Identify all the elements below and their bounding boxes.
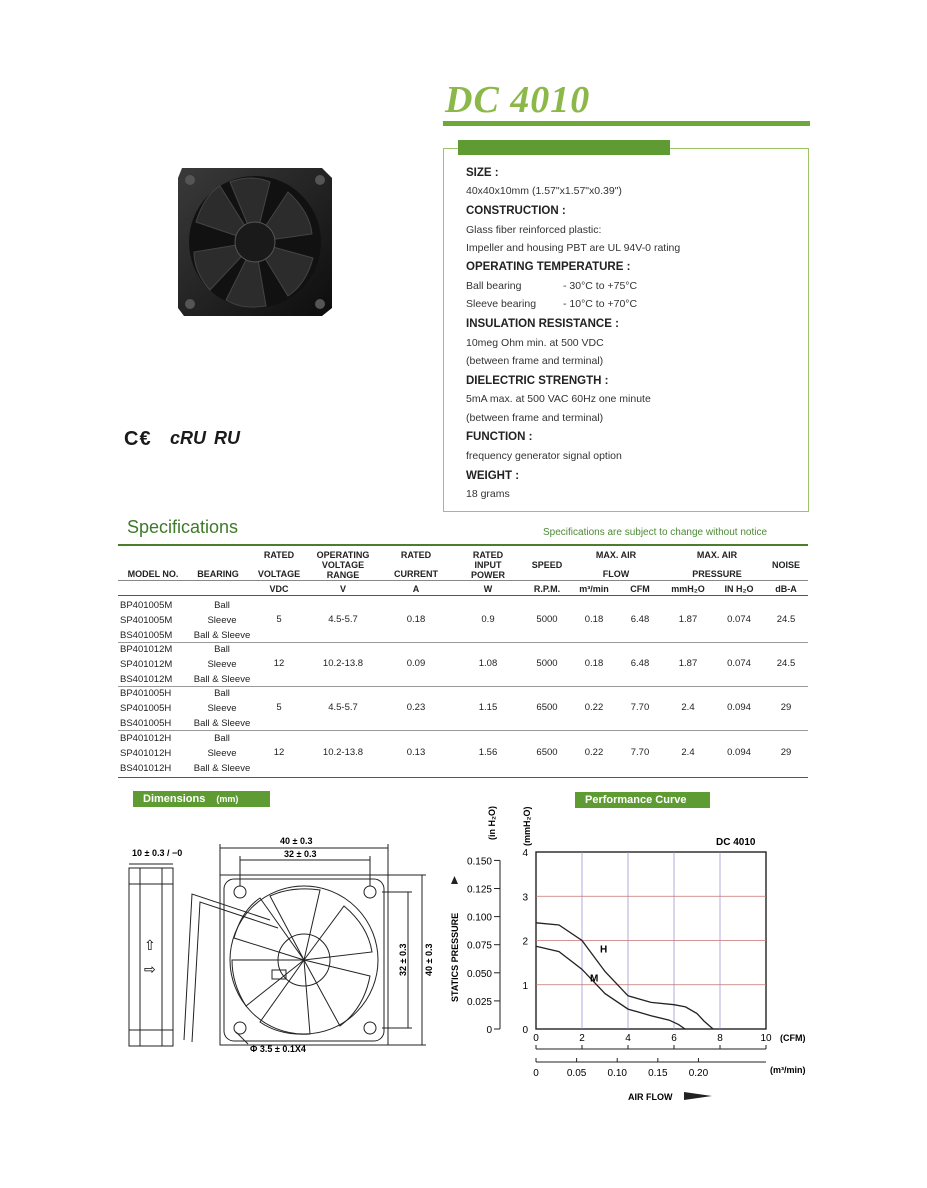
dimensions-label bbox=[133, 791, 270, 807]
unit-m3min: m³/min bbox=[579, 584, 609, 594]
y-tick-label-in: 0.025 bbox=[466, 996, 492, 1008]
spec-value: 5000 bbox=[536, 658, 558, 669]
spec-value: 29 bbox=[780, 702, 792, 713]
spec-value: 2.4 bbox=[681, 702, 695, 713]
spec-value: 1.08 bbox=[478, 658, 498, 669]
th-pressure-1: MAX. AIR bbox=[696, 550, 738, 560]
x-tick-label: 6 bbox=[671, 1033, 677, 1044]
cul-mark-icon: cRU bbox=[170, 428, 207, 448]
th-op-voltage-3: RANGE bbox=[326, 570, 360, 580]
y-unit-mm: (mmH₂O) bbox=[522, 806, 532, 846]
th-rated-power-1: RATED bbox=[472, 550, 504, 560]
fan-image bbox=[170, 160, 340, 320]
model-number: BP401005H bbox=[120, 688, 172, 699]
spec-value: 7.70 bbox=[630, 702, 650, 713]
spec-value: 7.70 bbox=[630, 747, 650, 758]
model-number: SP401005H bbox=[120, 702, 172, 714]
bearing-type: Ball & Sleeve bbox=[193, 673, 251, 685]
table-units-divider bbox=[118, 595, 808, 596]
model-number: SP401005M bbox=[120, 614, 173, 626]
spec-value: 24.5 bbox=[776, 658, 796, 669]
unit-cfm: CFM bbox=[630, 584, 650, 594]
temp-sleeve-label: Sleeve bearing bbox=[466, 298, 537, 310]
series-label-m: M bbox=[590, 973, 599, 985]
unit-w: W bbox=[483, 584, 493, 594]
spec-value: 0.18 bbox=[584, 658, 604, 669]
bearing-type: Sleeve bbox=[207, 747, 237, 759]
x-axis-label: AIR FLOW bbox=[628, 1092, 673, 1102]
spec-value: 1.15 bbox=[478, 702, 498, 713]
spec-value: 29 bbox=[780, 747, 792, 758]
y-tick-label-in: 0.100 bbox=[466, 912, 492, 924]
performance-curve-chart bbox=[440, 800, 840, 1110]
th-rated-power-2: INPUT bbox=[474, 560, 502, 570]
unit-dba: dB-A bbox=[775, 584, 797, 594]
spec-value: 5 bbox=[276, 702, 282, 713]
spec-value: 1.87 bbox=[678, 614, 698, 625]
spec-line-insulation-1: 10meg Ohm min. at 500 VDC bbox=[466, 337, 604, 349]
performance-curve-label-text: Performance Curve bbox=[585, 794, 687, 806]
model-number: SP401012M bbox=[120, 658, 173, 670]
y-tick-label-mm: 1 bbox=[522, 980, 528, 992]
spec-value: 5000 bbox=[536, 614, 558, 625]
spec-value: 0.094 bbox=[727, 747, 751, 758]
table-group-divider bbox=[118, 686, 808, 687]
dim-pitch-height: 32 ± 0.3 bbox=[398, 943, 408, 976]
table-bottom-rule bbox=[118, 777, 808, 778]
x-tick-label: 2 bbox=[579, 1033, 585, 1044]
spec-heading-size: SIZE : bbox=[466, 167, 499, 179]
spec-value: 0.18 bbox=[584, 614, 604, 625]
y-axis-label: STATICS PRESSURE bbox=[450, 912, 460, 1002]
x-tick-label: 0 bbox=[533, 1033, 539, 1044]
spec-line-construction-1: Glass fiber reinforced plastic: bbox=[466, 224, 602, 236]
bearing-type: Ball & Sleeve bbox=[193, 629, 251, 641]
chart-series bbox=[536, 923, 713, 1029]
series-line-m bbox=[536, 946, 685, 1029]
dim-outer-width: 40 ± 0.3 bbox=[280, 836, 313, 846]
spec-heading-dielectric: DIELECTRIC STRENGTH : bbox=[466, 375, 609, 387]
spec-value: 0.18 bbox=[406, 614, 426, 625]
spec-value: 4.5-5.7 bbox=[328, 614, 358, 625]
spec-line-dielectric-1: 5mA max. at 500 VAC 60Hz one minute bbox=[466, 393, 651, 405]
spec-value: 2.4 bbox=[681, 747, 695, 758]
unit-vdc: VDC bbox=[269, 584, 289, 594]
temp-sleeve-value: - 10°C to +70°C bbox=[563, 298, 638, 310]
spec-heading-construction: CONSTRUCTION : bbox=[466, 205, 566, 217]
unit-v: V bbox=[339, 584, 346, 594]
y-tick-label-in: 0 bbox=[486, 1025, 492, 1036]
y-tick-label-mm: 2 bbox=[522, 936, 528, 948]
y-tick-label-in: 0.125 bbox=[466, 884, 492, 896]
x-unit-m3min: (m³/min) bbox=[770, 1065, 806, 1075]
th-model: MODEL NO. bbox=[127, 569, 179, 579]
spec-value: 0.22 bbox=[584, 747, 604, 758]
spec-value: 10.2-13.8 bbox=[322, 747, 364, 758]
spec-value: 0.9 bbox=[481, 614, 495, 625]
th-pressure-2: PRESSURE bbox=[692, 569, 742, 579]
ul-mark-icon: RU bbox=[214, 428, 240, 448]
th-noise: NOISE bbox=[771, 560, 800, 570]
spec-value: 0.22 bbox=[584, 702, 604, 713]
bearing-type: Sleeve bbox=[207, 702, 237, 714]
temp-ball-value: - 30°C to +75°C bbox=[563, 280, 638, 292]
spec-line-weight: 18 grams bbox=[466, 488, 510, 500]
x-tick-label: 10 bbox=[760, 1033, 772, 1044]
spec-value: 6500 bbox=[536, 747, 558, 758]
unit-inh2o: IN H₂O bbox=[724, 584, 754, 594]
x2-tick-label: 0 bbox=[533, 1068, 539, 1079]
airflow-arrow-up-icon: ⇧ bbox=[144, 937, 156, 953]
spec-value: 10.2-13.8 bbox=[322, 658, 364, 669]
model-number: BS401005M bbox=[120, 629, 173, 641]
spec-value: 4.5-5.7 bbox=[328, 702, 358, 713]
y-tick-label-mm: 0 bbox=[522, 1025, 528, 1036]
chart-ticks bbox=[467, 848, 772, 1079]
spec-value: 1.56 bbox=[478, 747, 498, 758]
spec-value: 0.094 bbox=[727, 702, 751, 713]
spec-value: 0.09 bbox=[406, 658, 426, 669]
x-axis-arrow-icon bbox=[684, 1092, 712, 1100]
y-tick-label-in: 0.050 bbox=[466, 968, 492, 980]
spec-line-construction-2: Impeller and housing PBT are UL 94V-0 rating bbox=[466, 242, 681, 254]
th-op-voltage-1: OPERATING bbox=[316, 550, 370, 560]
spec-value: 5 bbox=[276, 614, 282, 625]
th-rated-power-3: POWER bbox=[470, 570, 505, 580]
model-number: BP401012H bbox=[120, 733, 172, 744]
dimensions-unit: (mm) bbox=[216, 794, 239, 804]
x2-tick-label: 0.15 bbox=[648, 1068, 668, 1079]
model-number: BP401005M bbox=[120, 600, 173, 611]
spec-value: 0.074 bbox=[727, 614, 751, 625]
table-header-divider bbox=[118, 580, 808, 581]
model-number: BS401012H bbox=[120, 762, 172, 774]
th-bearing: BEARING bbox=[197, 569, 239, 579]
bearing-type: Ball bbox=[214, 688, 230, 699]
bearing-type: Ball & Sleeve bbox=[193, 762, 251, 774]
bearing-type: Sleeve bbox=[207, 614, 237, 626]
chart-title: DC 4010 bbox=[716, 837, 756, 848]
series-line-h bbox=[536, 923, 713, 1029]
th-rated-voltage-2: VOLTAGE bbox=[257, 569, 301, 579]
x2-tick-label: 0.05 bbox=[566, 1068, 587, 1079]
specifications-rule bbox=[118, 544, 808, 546]
spec-line-size: 40x40x10mm (1.57"x1.57"x0.39") bbox=[466, 185, 622, 197]
spec-value: 0.13 bbox=[406, 747, 426, 758]
model-number: BS401005H bbox=[120, 717, 172, 729]
x2-tick-label: 0.20 bbox=[688, 1068, 709, 1079]
dim-pitch-width: 32 ± 0.3 bbox=[284, 849, 317, 859]
x2-tick-label: 0.10 bbox=[607, 1068, 627, 1079]
dim-outer-height: 40 ± 0.3 bbox=[424, 943, 434, 976]
th-rated-voltage-1: RATED bbox=[263, 550, 295, 560]
spec-value: 12 bbox=[273, 658, 285, 669]
y-tick-label-mm: 3 bbox=[522, 892, 528, 904]
y-tick-label-in: 0.075 bbox=[466, 940, 492, 952]
ce-mark-icon: C€ bbox=[124, 428, 152, 450]
dim-thickness: 10 ± 0.3 / −0 bbox=[132, 848, 183, 858]
y-tick-label-in: 0.150 bbox=[466, 856, 492, 868]
bearing-type: Ball bbox=[214, 600, 230, 611]
product-title: DC 4010 bbox=[445, 79, 591, 121]
spec-heading-weight: WEIGHT : bbox=[466, 470, 520, 482]
temp-ball-label: Ball bearing bbox=[466, 280, 522, 292]
th-airflow-2: FLOW bbox=[602, 569, 630, 579]
table-group-divider bbox=[118, 730, 808, 731]
spec-value: 12 bbox=[273, 747, 285, 758]
y-axis-arrow-icon bbox=[451, 876, 458, 884]
x-unit-cfm: (CFM) bbox=[780, 1033, 806, 1043]
bearing-type: Ball bbox=[214, 733, 230, 744]
th-op-voltage-2: VOLTAGE bbox=[321, 560, 365, 570]
th-rated-current-1: RATED bbox=[400, 550, 432, 560]
spec-value: 6.48 bbox=[630, 658, 650, 669]
model-number: BP401012M bbox=[120, 644, 173, 655]
model-number: SP401012H bbox=[120, 747, 172, 759]
th-speed: SPEED bbox=[531, 560, 563, 570]
dimensions-label-text: Dimensions bbox=[143, 793, 206, 805]
bearing-type: Ball & Sleeve bbox=[193, 717, 251, 729]
title-underline bbox=[443, 121, 810, 126]
spec-line-dielectric-2: (between frame and terminal) bbox=[466, 412, 604, 424]
spec-value: 1.87 bbox=[678, 658, 698, 669]
x-tick-label: 4 bbox=[625, 1033, 631, 1044]
y-tick-label-mm: 4 bbox=[522, 848, 528, 859]
x-tick-label: 8 bbox=[717, 1033, 723, 1044]
dim-hole: Φ 3.5 ± 0.1X4 bbox=[250, 1044, 306, 1054]
bearing-type: Ball bbox=[214, 644, 230, 655]
th-airflow-1: MAX. AIR bbox=[595, 550, 637, 560]
spec-heading-function: FUNCTION : bbox=[466, 431, 533, 443]
spec-value: 0.23 bbox=[406, 702, 426, 713]
spec-value: 6.48 bbox=[630, 614, 650, 625]
unit-rpm: R.P.M. bbox=[533, 584, 561, 594]
spec-value: 0.074 bbox=[727, 658, 751, 669]
unit-a: A bbox=[412, 584, 420, 594]
spec-value: 6500 bbox=[536, 702, 558, 713]
series-label-h: H bbox=[600, 944, 608, 956]
spec-line-insulation-2: (between frame and terminal) bbox=[466, 355, 604, 367]
unit-mmh2o: mmH₂O bbox=[671, 584, 705, 594]
bearing-type: Sleeve bbox=[207, 658, 237, 670]
spec-heading-insulation: INSULATION RESISTANCE : bbox=[466, 318, 619, 330]
airflow-arrow-right-icon: ⇨ bbox=[144, 961, 156, 977]
spec-line-function: frequency generator signal option bbox=[466, 450, 622, 462]
model-number: BS401012M bbox=[120, 673, 173, 685]
spec-value: 24.5 bbox=[776, 614, 796, 625]
dimensions-drawing bbox=[120, 830, 450, 1070]
specifications-title: Specifications bbox=[127, 517, 239, 537]
y-unit-in: (in H₂O) bbox=[487, 806, 497, 840]
th-rated-current-2: CURRENT bbox=[394, 569, 438, 579]
table-group-divider bbox=[118, 642, 808, 643]
specifications-note: Specifications are subject to change without notice bbox=[543, 527, 768, 538]
spec-heading-temperature: OPERATING TEMPERATURE : bbox=[466, 261, 631, 273]
spec-box-header-bar bbox=[458, 140, 670, 155]
